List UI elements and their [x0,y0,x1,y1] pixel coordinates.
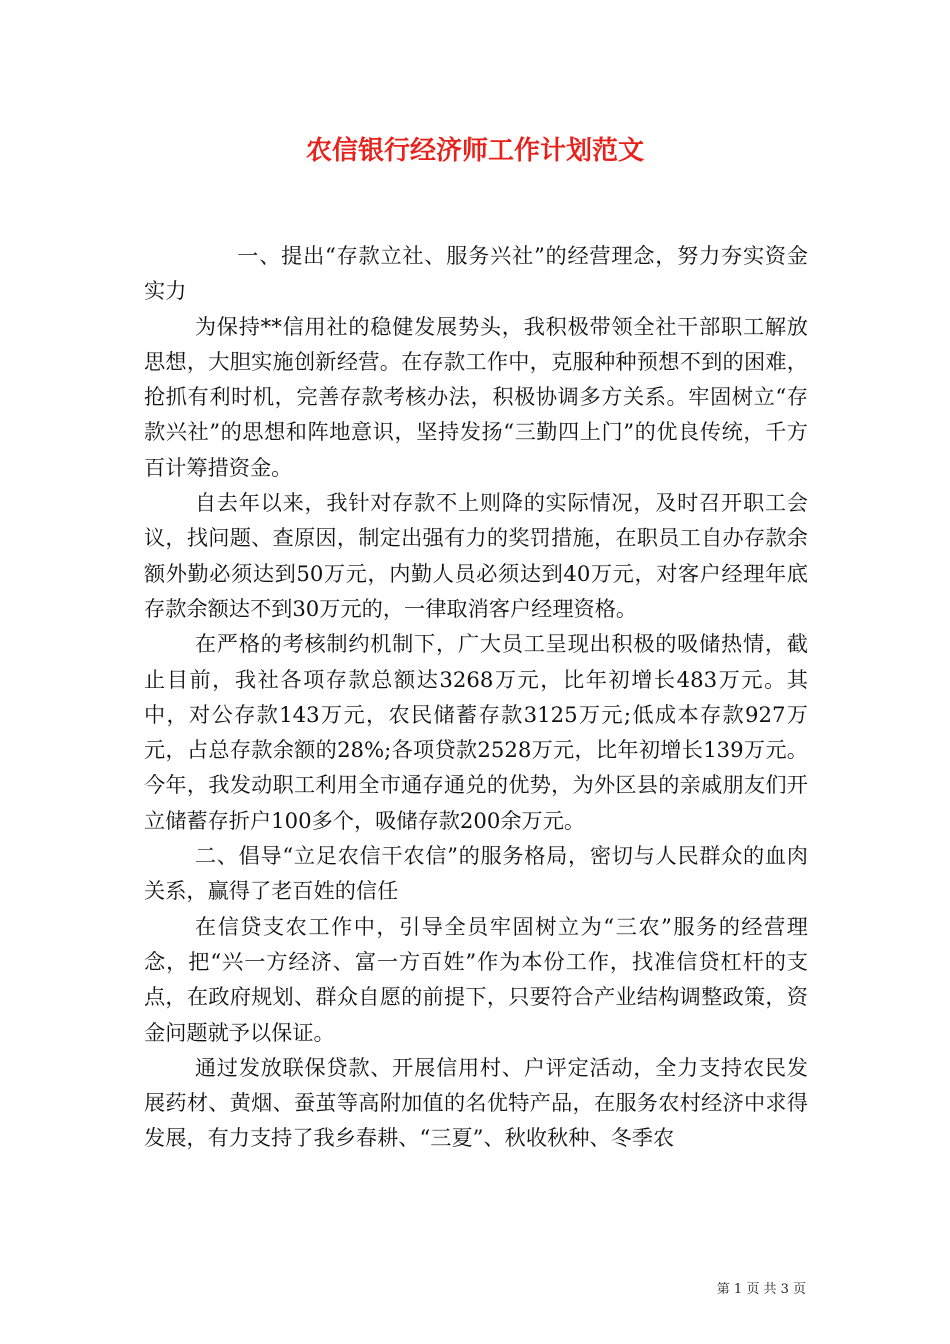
paragraph: 在严格的考核制约机制下，广大员工呈现出积极的吸储热情，截止目前，我社各项存款总额达3268万元，比年初增长483万元。其中，对公存款143万元，农民储蓄存款3125万元;低成本存款927万元，占总存款余额的28%;各项贷款2528万元，比年初增长139万元。今年，我发动职工利用全市通存通兑的优势，为外区县的亲戚朋友们开立储蓄存折户100多个，吸储存款200余万元。 [144,631,808,833]
paragraph: 自去年以来，我针对存款不上则降的实际情况，及时召开职工会议，找问题、查原因，制定出强有力的奖罚措施，在职员工自办存款余额外勤必须达到50万元，内勤人员必须达到40万元，对客户经理年底存款余额达不到30万元的，一律取消客户经理资格。 [144,490,808,621]
document-body [144,238,808,1156]
section-heading-2: 二、倡导“立足农信干农信”的服务格局，密切与人民群众的血肉关系，赢得了老百姓的信任 [144,843,808,904]
page-number-footer: 第 1 页 共 3 页 [716,1282,806,1297]
paragraph: 通过发放联保贷款、开展信用村、户评定活动，全力支持农民发展药材、黄烟、蚕茧等高附加值的名优特产品，在服务农村经济中求得发展，有力支持了我乡春耕、“三夏”、秋收秋种、冬季农 [144,1054,808,1151]
paragraph: 为保持**信用社的稳健发展势头，我积极带领全社干部职工解放思想，大胆实施创新经营。在存款工作中，克服种种预想不到的困难，抢抓有利时机，完善存款考核办法，积极协调多方关系。牢固树立“存款兴社”的思想和阵地意识，坚持发扬“三勤四上门”的优良传统，千方百计筹措资金。 [144,313,808,480]
paragraph: 在信贷支农工作中，引导全员牢固树立为“三农”服务的经营理念，把“兴一方经济、富一方百姓”作为本份工作，找准信贷杠杆的支点，在政府规划、群众自愿的前提下，只要符合产业结构调整政策，资金问题就予以保证。 [144,913,808,1045]
document-title: 农信银行经济师工作计划范文 [305,136,644,166]
section-heading-1: 一、提出“存款立社、服务兴社”的经营理念，努力夯实资金实力 [144,243,808,304]
